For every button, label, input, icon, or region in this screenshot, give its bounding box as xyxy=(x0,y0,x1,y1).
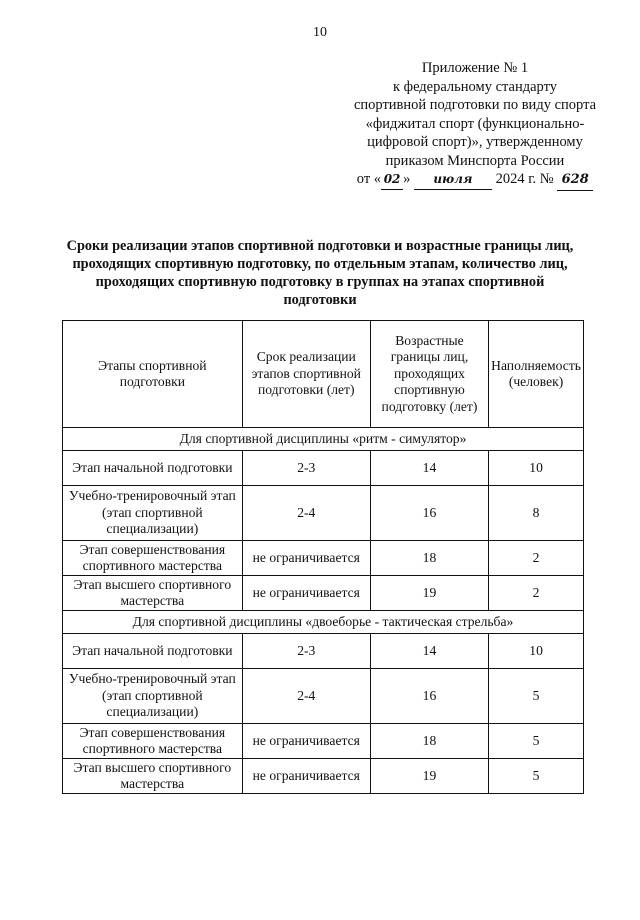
section-row xyxy=(63,611,584,634)
header-term: Срок реализации этапов спортивной подготовки (лет) xyxy=(242,321,370,428)
order-date-line xyxy=(345,170,605,191)
cell-age: 14 xyxy=(370,634,488,669)
cell-term: не ограничивается xyxy=(242,576,370,611)
cell-age: 19 xyxy=(370,759,488,794)
table-row xyxy=(63,759,584,794)
table-row xyxy=(63,576,584,611)
appendix-line: «фиджитал спорт (функционально- xyxy=(365,115,585,132)
cell-size: 8 xyxy=(489,486,584,541)
cell-term: не ограничивается xyxy=(242,724,370,759)
section-title: Для спортивной дисциплины «ритм - симулятор» xyxy=(63,428,584,451)
cell-size: 2 xyxy=(489,541,584,576)
appendix-line: спортивной подготовки по виду спорта xyxy=(353,97,597,113)
date-prefix: от « xyxy=(356,171,382,187)
cell-size: 10 xyxy=(489,634,584,669)
cell-stage: Этап высшего спортивного мастерства xyxy=(63,576,243,611)
section-title: Для спортивной дисциплины «двоеборье - тактическая стрельба» xyxy=(63,611,584,634)
cell-term: не ограничивается xyxy=(242,759,370,794)
cell-term: 2-4 xyxy=(242,669,370,724)
cell-size: 5 xyxy=(489,724,584,759)
table-header-row xyxy=(63,321,584,428)
stages-table xyxy=(62,320,584,794)
cell-stage: Этап начальной подготовки xyxy=(63,634,243,669)
document-title: Сроки реализации этапов спортивной подготовки и возрастные границы лиц, проходящих спортивную подготовку, по отдельным этапам, количество лиц, проходящих спортивную подготовку в группах на этапах спортивной подготовки xyxy=(66,238,574,308)
cell-stage: Этап совершенствования спортивного мастерства xyxy=(63,541,243,576)
cell-stage: Этап совершенствования спортивного мастерства xyxy=(63,724,243,759)
cell-age: 16 xyxy=(370,486,488,541)
cell-age: 14 xyxy=(370,451,488,486)
table-row xyxy=(63,669,584,724)
cell-term: 2-3 xyxy=(242,451,370,486)
handwritten-order-number: 628 xyxy=(557,171,593,191)
page-number: 10 xyxy=(313,25,327,40)
date-mid: » xyxy=(403,171,411,187)
appendix-line: цифровой спорт)», утвержденному xyxy=(367,134,583,150)
section-row xyxy=(63,428,584,451)
cell-size: 10 xyxy=(489,451,584,486)
table-row xyxy=(63,486,584,541)
cell-term: не ограничивается xyxy=(242,541,370,576)
header-size: Наполняемость (человек) xyxy=(489,321,584,428)
cell-size: 5 xyxy=(489,759,584,794)
table-row xyxy=(63,451,584,486)
cell-stage: Учебно-тренировочный этап (этап спортивной специализации) xyxy=(63,486,243,541)
appendix-block xyxy=(345,59,605,191)
handwritten-month: июля xyxy=(414,170,492,190)
appendix-title: Приложение № 1 xyxy=(421,60,529,76)
cell-stage: Учебно-тренировочный этап (этап спортивной специализации) xyxy=(63,669,243,724)
table-row xyxy=(63,724,584,759)
cell-size: 5 xyxy=(489,669,584,724)
appendix-line: к федеральному стандарту xyxy=(393,78,557,95)
table-row xyxy=(63,634,584,669)
cell-age: 18 xyxy=(370,541,488,576)
cell-age: 19 xyxy=(370,576,488,611)
table-row xyxy=(63,541,584,576)
date-year: 2024 г. № xyxy=(495,171,554,187)
cell-stage: Этап начальной подготовки xyxy=(63,451,243,486)
cell-size: 2 xyxy=(489,576,584,611)
header-stage: Этапы спортивной подготовки xyxy=(63,321,243,428)
cell-age: 16 xyxy=(370,669,488,724)
appendix-line: приказом Минспорта России xyxy=(385,152,565,169)
handwritten-day: 02 xyxy=(381,170,403,190)
header-age: Возрастные границы лиц, проходящих спортивную подготовку (лет) xyxy=(370,321,488,428)
cell-term: 2-4 xyxy=(242,486,370,541)
cell-stage: Этап высшего спортивного мастерства xyxy=(63,759,243,794)
cell-term: 2-3 xyxy=(242,634,370,669)
cell-age: 18 xyxy=(370,724,488,759)
